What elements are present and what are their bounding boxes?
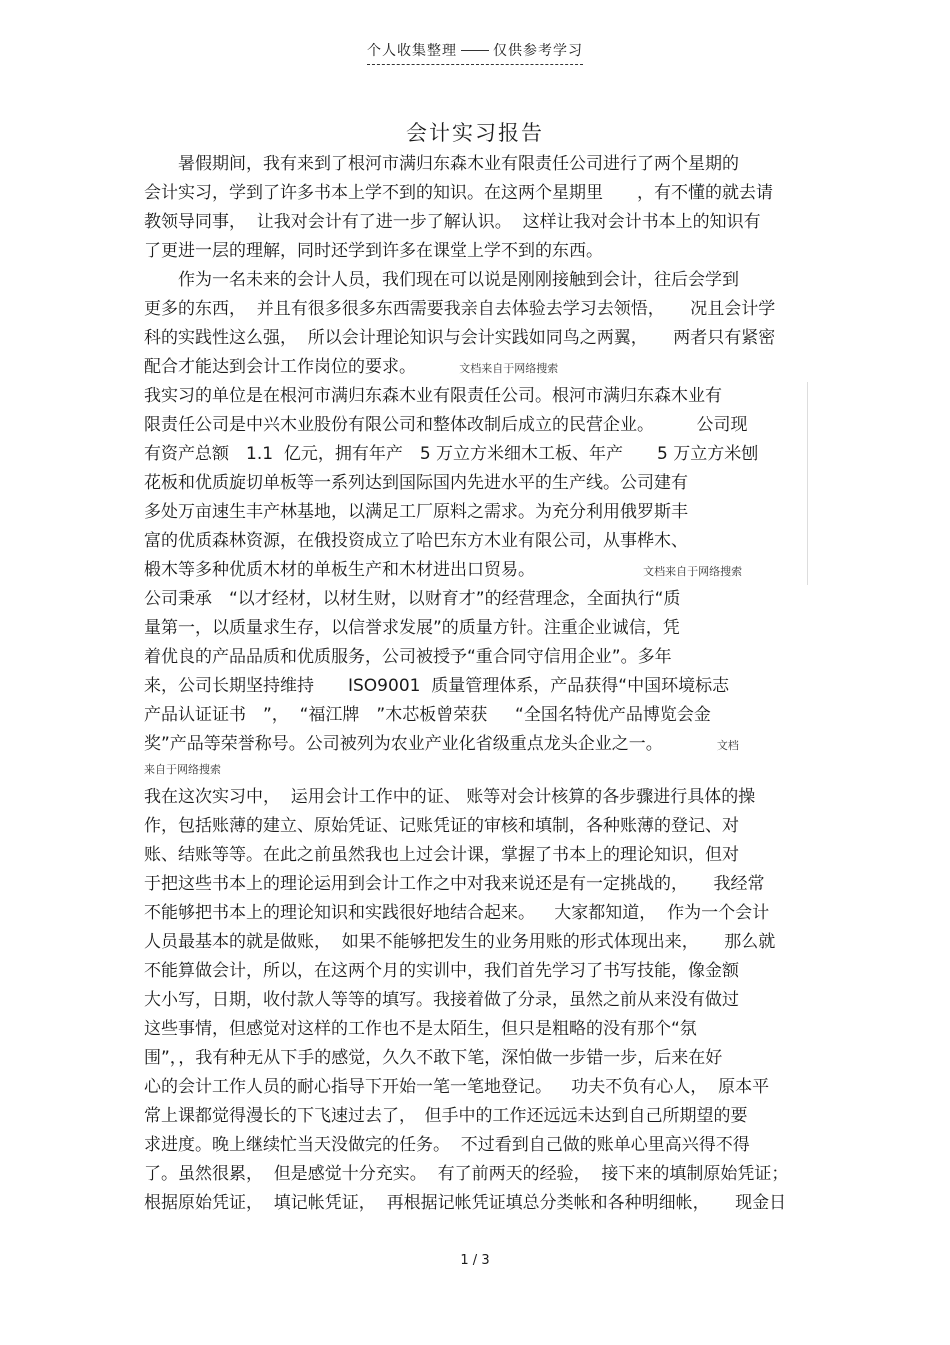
header-wrap <box>367 40 583 65</box>
page-header <box>0 40 950 65</box>
paragraph-line: 心的会计工作人员的耐心指导下开始一笔一笔地登记。 功夫不负有心人， 原本平 <box>144 1077 770 1097</box>
page-number: 1 / 3 <box>460 1253 490 1268</box>
paragraph-line: 限责任公司是中兴木业股份有限公司和整体改制后成立的民营企业。 公司现 <box>144 415 748 435</box>
paragraph-line: 科的实践性这么强， 所以会计理论知识与会计实践如同鸟之两翼， 两者只有紧密 <box>144 328 776 348</box>
source-note: 文档来自于网络搜索 <box>643 565 743 578</box>
paragraph-line-with-note <box>144 556 808 585</box>
document-body <box>144 150 808 1218</box>
paragraph-line: 大小写，日期，收付款人等等的填写。我接着做了分录，虽然之前从来没有做过 <box>144 990 739 1010</box>
header-left: 个人收集整理 <box>367 43 457 59</box>
paragraph-line: 公司秉承 “以才经材，以材生财，以财育才”的经营理念，全面执行“质 <box>144 589 681 609</box>
paragraph-line: 暑假期间，我有来到了根河市满归东森木业有限责任公司进行了两个星期的 <box>178 154 739 174</box>
paragraph-text: 椴木等多种优质木材的单板生产和木材进出口贸易。 <box>144 560 535 580</box>
paragraph-line: 根据原始凭证， 填记帐凭证， 再根据记帐凭证填总分类帐和各种明细帐， 现金日 <box>144 1193 787 1213</box>
paragraph-line: 人员最基本的就是做账， 如果不能够把发生的业务用账的形式体现出来， 那么就 <box>144 932 776 952</box>
paragraph-line: 围”，，我有种无从下手的感觉，久久不敢下笔，深怕做一步错一步，后来在好 <box>144 1048 723 1068</box>
header-divider <box>461 50 489 51</box>
paragraph-line: 量第一，以质量求生存，以信誉求发展”的质量方针。注重企业诚信，凭 <box>144 618 680 638</box>
block-edge <box>803 382 808 585</box>
source-note: 文档来自于网络搜索 <box>459 362 559 375</box>
paragraph-line: 会计实习，学到了许多书本上学不到的知识。在这两个星期里 ，有不懂的就去请 <box>144 183 773 203</box>
paragraph-text: 配合才能达到会计工作岗位的要求。 <box>144 357 416 377</box>
document-title: 会计实习报告 <box>406 121 544 145</box>
paragraph-line: 有资产总额 1.1 亿元，拥有年产 5 万立方米细木工板、年产 5 万立方米刨 <box>144 444 759 464</box>
paragraph-line: 这些事情，但感觉对这样的工作也不是太陌生，但只是粗略的没有那个“氛 <box>144 1019 697 1039</box>
header-right: 仅供参考学习 <box>493 43 583 59</box>
paragraph-line: 于把这些书本上的理论运用到会计工作之中对我来说还是有一定挑战的， 我经常 <box>144 874 765 894</box>
source-note-continued: 来自于网络搜索 <box>144 763 221 776</box>
paragraph-line: 富的优质森林资源，在俄投资成立了哈巴东方木业有限公司，从事桦木、 <box>144 531 688 551</box>
paragraph-line: 不能算做会计，所以，在这两个月的实训中，我们首先学习了书写技能，像金额 <box>144 961 739 981</box>
source-note-start: 文档 <box>716 739 739 752</box>
paragraph-line: 作为一名未来的会计人员，我们现在可以说是刚刚接触到会计，往后会学到 <box>178 270 739 290</box>
paragraph-text: 奖”产品等荣誉称号。公司被列为农业产业化省级重点龙头企业之一。 <box>144 734 663 754</box>
paragraph-line: 我在这次实习中， 运用会计工作中的证、 账等对会计核算的各步骤进行具体的操 <box>144 787 756 807</box>
paragraph-line: 我实习的单位是在根河市满归东森木业有限责任公司。根河市满归东森木业有 <box>144 386 722 406</box>
paragraph-line: 账、结账等等。在此之前虽然我也上过会计课，掌握了书本上的理论知识，但对 <box>144 845 739 865</box>
paragraph-line: 了更进一层的理解，同时还学到许多在课堂上学不到的东西。 <box>144 241 603 261</box>
paragraph-line-with-note <box>144 353 808 382</box>
paragraph-line: 了。虽然很累， 但是感觉十分充实。 有了前两天的经验， 接下来的填制原始凭证； <box>144 1164 789 1184</box>
paragraph-line: 常上课都觉得漫长的下飞速过去了， 但手中的工作还远远未达到自己所期望的要 <box>144 1106 748 1126</box>
paragraph-line: 产品认证证书 ”， “福江牌 ”木芯板曾荣获 “全国名特优产品博览会金 <box>144 705 711 725</box>
paragraph-line: 求进度。晚上继续忙当天没做完的任务。 不过看到自己做的账单心里高兴得不得 <box>144 1135 750 1155</box>
paragraph-line: 作，包括账薄的建立、原始凭证、记账凭证的审核和填制，各种账薄的登记、对 <box>144 816 739 836</box>
paragraph-line-with-note <box>144 730 808 759</box>
paragraph-line: 着优良的产品品质和优质服务，公司被授予“重合同守信用企业”。多年 <box>144 647 672 667</box>
paragraph-line: 不能够把书本上的理论知识和实践很好地结合起来。 大家都知道， 作为一个会计 <box>144 903 770 923</box>
paragraph-line: 多处万亩速生丰产林基地，以满足工厂原料之需求。为充分利用俄罗斯丰 <box>144 502 688 522</box>
paragraph-line: 花板和优质旋切单板等一系列达到国际国内先进水平的生产线。公司建有 <box>144 473 688 493</box>
paragraph-line: 来，公司长期坚持维持 ISO9001 质量管理体系，产品获得“中国环境标志 <box>144 676 730 696</box>
paragraph-line: 更多的东西， 并且有很多很多东西需要我亲自去体验去学习去领悟， 况且会计学 <box>144 299 776 319</box>
paragraph-line: 教领导同事， 让我对会计有了进一步了解认识。 这样让我对会计书本上的知识有 <box>144 212 761 232</box>
company-intro-block <box>144 382 808 585</box>
